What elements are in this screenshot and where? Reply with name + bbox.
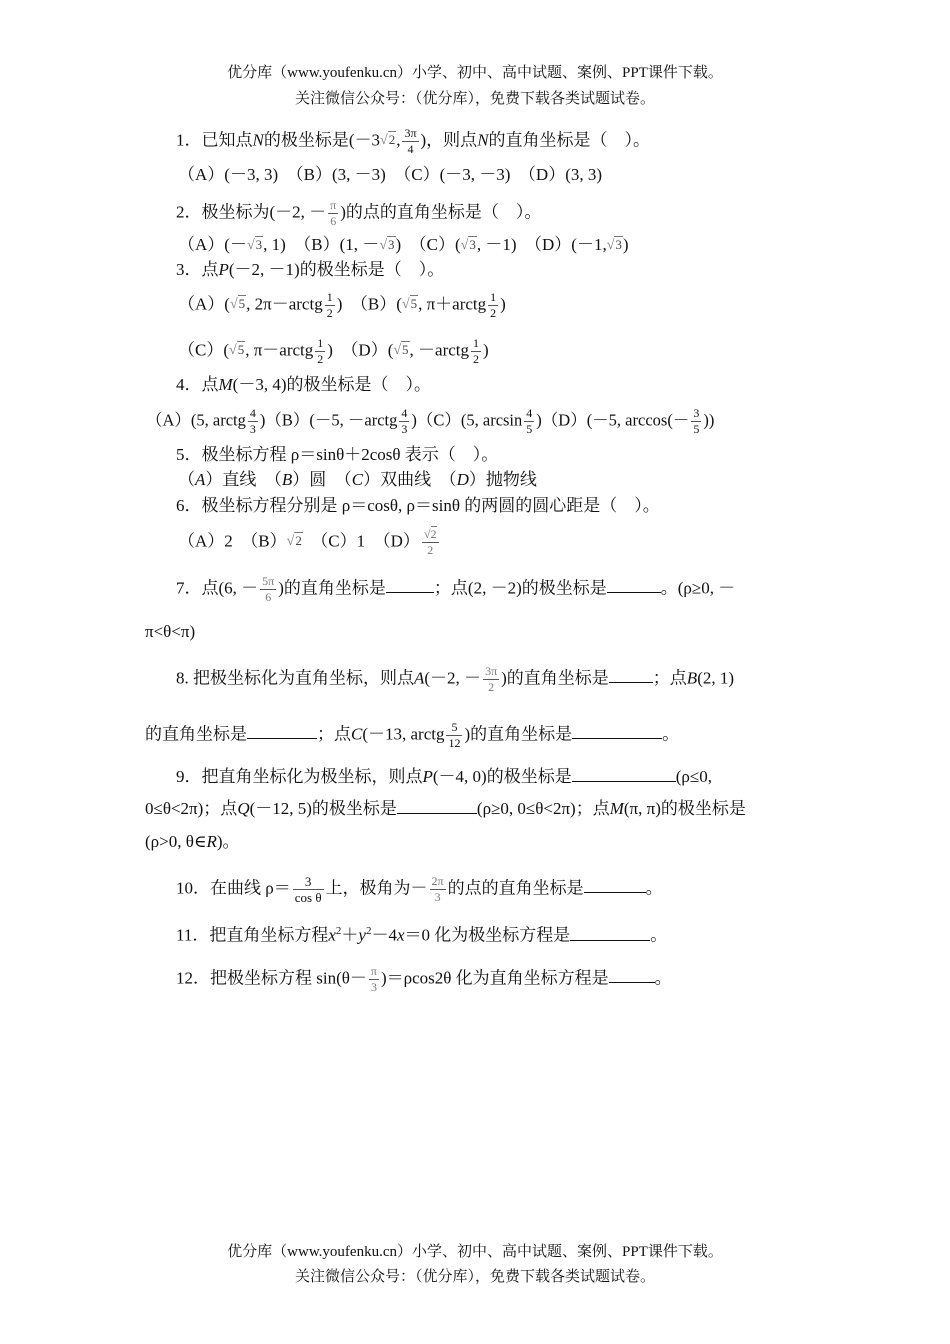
answer-blank[interactable] bbox=[607, 578, 661, 593]
sqrt-3: √3 bbox=[379, 237, 395, 253]
footer-line-1: 优分库（www.youfenku.cn）小学、初中、高中试题、案例、PPT课件下载。 bbox=[227, 1244, 723, 1260]
question-9-cont-2: (ρ>0, θ∈R)。 bbox=[145, 832, 240, 851]
sqrt-2: √2 bbox=[286, 533, 302, 550]
question-6: 6．极坐标方程分别是 ρ＝cosθ, ρ＝sinθ 的两圆的圆心距是（ ）。 bbox=[176, 496, 660, 515]
footer-line-2: 关注微信公众号：（优分库），免费下载各类试题试卷。 bbox=[294, 1269, 655, 1285]
sqrt-5: √5 bbox=[393, 342, 409, 359]
fraction-sqrt2-2: $\frac{√2}{2}$ bbox=[423, 527, 437, 557]
sqrt-3: √3 bbox=[606, 237, 622, 253]
header-line-1: 优分库（www.youfenku.cn）小学、初中、高中试题、案例、PPT课件下载。 bbox=[227, 65, 723, 81]
fraction-3-cos: $\frac{3}{\text{cos θ}}$ bbox=[294, 874, 322, 905]
sqrt-5: √5 bbox=[229, 342, 245, 359]
fraction-3pi-4: $\frac{3\pi}{4}$ bbox=[404, 126, 417, 156]
question-8: 8. 把极坐标化为直角坐标，则点A(－2, － $\frac{3\pi}{2}$ )的直角坐标是 ；点B(2, 1) bbox=[176, 664, 735, 694]
fraction-4-3: $\frac{4}{3}$ bbox=[249, 406, 256, 436]
fraction-pi-3: $\frac{\pi}{3}$ bbox=[370, 964, 377, 994]
question-5-options: （A）直线 （B）圆 （C）双曲线 （D）抛物线 bbox=[178, 470, 537, 489]
header-line-2: 关注微信公众号：（优分库），免费下载各类试题试卷。 bbox=[294, 91, 655, 107]
answer-blank[interactable] bbox=[247, 724, 317, 739]
answer-blank[interactable] bbox=[609, 968, 655, 983]
fraction-1-2: $\frac{1}{2}$ bbox=[326, 290, 333, 320]
fraction-3-5: $\frac{3}{5}$ bbox=[693, 406, 700, 436]
answer-blank[interactable] bbox=[584, 878, 646, 893]
answer-blank[interactable] bbox=[609, 668, 653, 683]
sqrt-2: √2 bbox=[380, 132, 396, 149]
question-4-options: （A）(5, arctg $\frac{4}{3}$ )（B）(－5, －arctg $\frac{4}{3}$ )（C）(5, arcsin $\frac{4}{5}$ )（D）(－5, arccos(－ $\frac{3}{5}$ )) bbox=[146, 406, 715, 436]
question-9-cont: 0≤θ<2π)；点Q(－12, 5)的极坐标是 (ρ≥0, 0≤θ<2π)；点M(π, π)的极坐标是 bbox=[145, 799, 746, 818]
fraction-3pi-2: $\frac{3\pi}{2}$ bbox=[485, 664, 498, 694]
answer-blank[interactable] bbox=[572, 767, 676, 782]
question-2-options: （A）(－√3, 1) （B）(1, －√3) （C）(√3, －1) （D）(－1,√3) bbox=[178, 233, 629, 258]
question-9: 9．把直角坐标化为极坐标，则点P(－4, 0)的极坐标是 (ρ≤0, bbox=[176, 767, 712, 786]
question-6-options: （A）2 （B）√2 （C）1 （D） $\frac{√2}{2}$ bbox=[178, 527, 437, 557]
question-3: 3．点P(－2, －1)的极坐标是（ ）。 bbox=[176, 260, 445, 279]
fraction-4-3: $\frac{4}{3}$ bbox=[401, 406, 408, 436]
answer-blank[interactable] bbox=[397, 799, 477, 814]
question-1: 1．已知点N的极坐标是(－3√2, $\frac{3\pi}{4}$ )，则点N的直角坐标是（ ）。 bbox=[176, 126, 651, 156]
question-4: 4．点M(－3, 4)的极坐标是（ ）。 bbox=[176, 375, 431, 394]
question-12: 12．把极坐标方程 sin(θ－ $\frac{\pi}{3}$ )＝ρcos2θ 化为直角坐标方程是 。 bbox=[176, 964, 672, 994]
question-3-options-ab: （A）(√5, 2π－arctg $\frac{1}{2}$ ) （B）(√5, π＋arctg $\frac{1}{2}$ ) bbox=[178, 290, 506, 320]
sqrt-3: √3 bbox=[460, 237, 476, 253]
answer-blank[interactable] bbox=[570, 926, 650, 941]
question-7: 7．点(6, － $\frac{5\pi}{6}$ )的直角坐标是 ；点(2, －2)的极坐标是 。(ρ≥0, － bbox=[176, 574, 736, 604]
fraction-1-2: $\frac{1}{2}$ bbox=[317, 336, 324, 366]
fraction-5-12: $\frac{5}{12}$ bbox=[448, 720, 461, 750]
question-11: 11．把直角坐标方程$x^2+y^2-4x=0$ 化为极坐标方程是 。 bbox=[176, 925, 668, 945]
answer-blank[interactable] bbox=[386, 578, 434, 593]
fraction-2pi-3: $\frac{2\pi}{3}$ bbox=[431, 874, 444, 904]
fraction-4-5: $\frac{4}{5}$ bbox=[526, 406, 533, 436]
fraction-pi-6: $\frac{\pi}{6}$ bbox=[330, 198, 337, 228]
sqrt-5: √5 bbox=[229, 296, 246, 313]
fraction-1-2: $\frac{1}{2}$ bbox=[473, 336, 480, 366]
sqrt-5: √5 bbox=[401, 296, 418, 313]
question-5: 5．极坐标方程 ρ＝sinθ＋2cosθ 表示（ ）。 bbox=[176, 445, 499, 464]
fraction-1-2: $\frac{1}{2}$ bbox=[490, 290, 497, 320]
sqrt-3: √3 bbox=[246, 237, 263, 253]
question-2: 2．极坐标为(－2, － $\frac{\pi}{6}$ )的点的直角坐标是（ ）。 bbox=[176, 198, 542, 228]
answer-blank[interactable] bbox=[572, 724, 662, 739]
question-3-options-cd: （C）(√5, π－arctg $\frac{1}{2}$ ) （D）(√5, －arctg $\frac{1}{2}$ ) bbox=[178, 336, 489, 366]
question-10: 10．在曲线 ρ＝ $\frac{3}{\text{cos θ}}$ 上，极角为－ $\frac{2\pi}{3}$ 的点的直角坐标是 。 bbox=[176, 874, 663, 905]
fraction-5pi-6: $\frac{5\pi}{6}$ bbox=[262, 574, 275, 604]
question-1-options: （A）(－3, 3) （B）(3, －3) （C）(－3, －3) （D）(3, 3) bbox=[178, 165, 603, 184]
question-8-cont: 的直角坐标是 ；点C(－13, arctg $\frac{5}{12}$ )的直角坐标是 。 bbox=[145, 720, 680, 750]
question-7-cont: π<θ<π) bbox=[145, 622, 196, 641]
